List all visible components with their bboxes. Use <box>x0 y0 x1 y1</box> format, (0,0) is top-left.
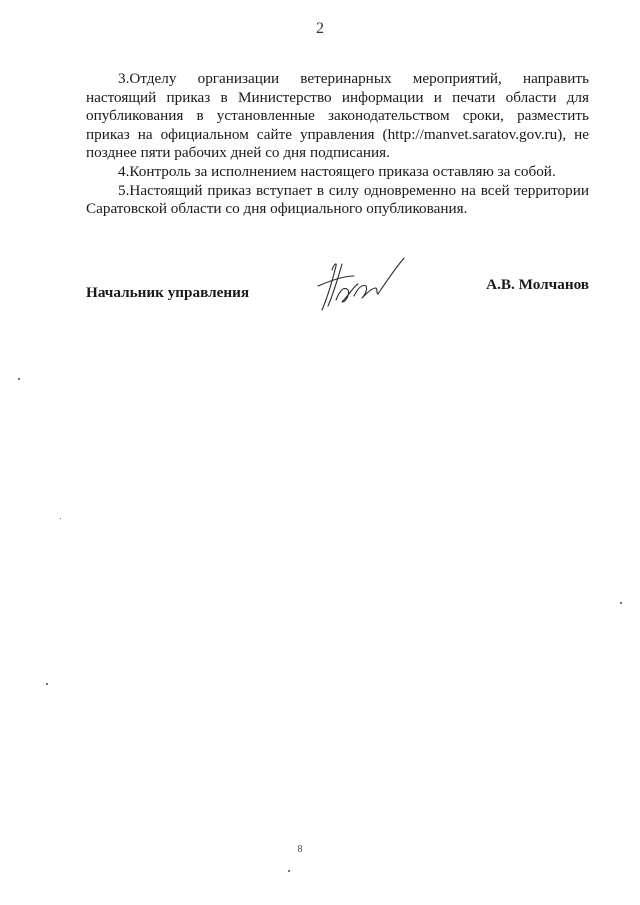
scan-speck <box>18 378 20 380</box>
paragraph-5: 5.Настоящий приказ вступает в силу одновременно на всей территории Саратовской области со дня официального опубликования. <box>86 181 589 218</box>
paragraph-3: 3.Отделу организации ветеринарных мероприятий, направить настоящий приказ в Министерство информации и печати области для опубликования в установленные законодательством сроки, разместить приказ на официальном сайте управления (http://manvet.saratov.gov.ru), не позднее пяти рабочих дней со дня подписания. <box>86 70 589 162</box>
signatory-name: А.В. Молчанов <box>486 276 589 293</box>
document-body <box>86 70 589 219</box>
scan-speck <box>288 870 290 872</box>
handwritten-signature <box>314 256 410 314</box>
position-title: Начальник управления <box>86 284 250 301</box>
signature-block <box>86 276 589 310</box>
footer-mark: 8 <box>297 844 303 855</box>
page-number: 2 <box>316 20 324 37</box>
scan-speck <box>60 518 61 519</box>
scan-speck <box>620 602 622 604</box>
scan-speck <box>46 683 48 685</box>
paragraph-4: 4.Контроль за исполнением настоящего приказа оставляю за собой. <box>118 162 556 180</box>
